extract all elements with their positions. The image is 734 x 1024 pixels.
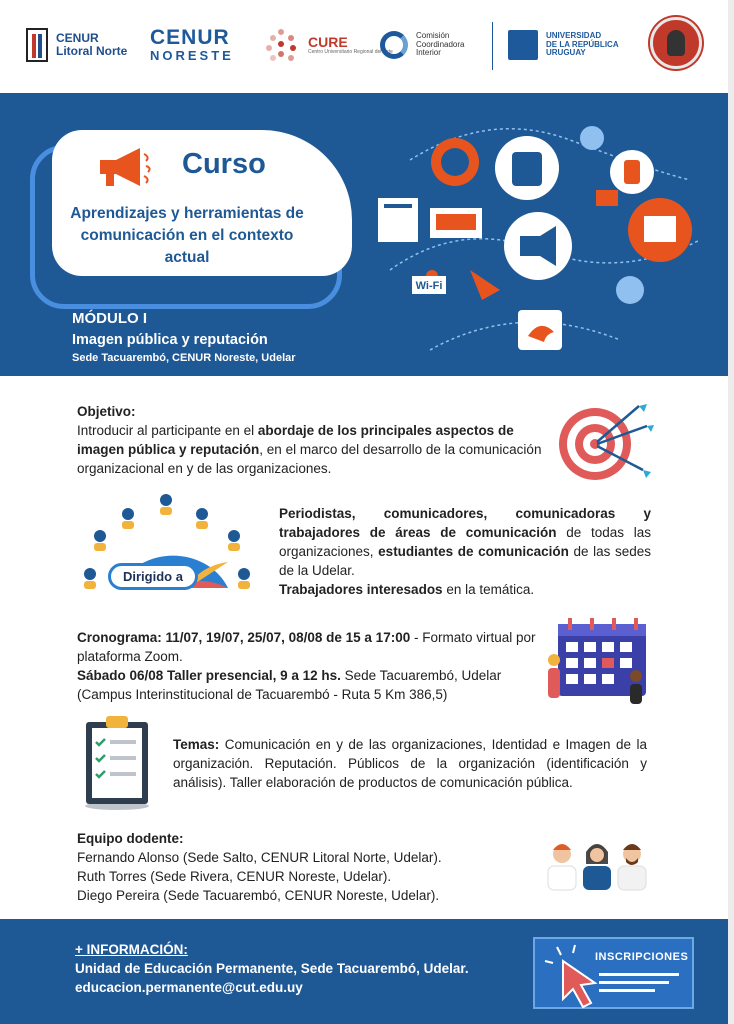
audience-text-1: de todas las organizaciones, bbox=[279, 525, 651, 559]
module-number: MÓDULO I bbox=[72, 310, 147, 327]
target-icon bbox=[555, 400, 655, 484]
objective-text-1: Introducir al participante en el bbox=[77, 423, 258, 438]
click-cursor-icon bbox=[535, 939, 696, 1011]
wifi-label: Wi-Fi bbox=[415, 280, 443, 292]
logo4-line3: Interior bbox=[416, 48, 441, 58]
calendar-icon bbox=[544, 610, 654, 710]
more-info-block bbox=[75, 940, 469, 997]
team-member: Ruth Torres (Sede Rivera, CENUR Noreste, Udelar). bbox=[77, 869, 392, 884]
audience-section bbox=[279, 504, 651, 599]
objective-text bbox=[77, 421, 547, 478]
objective-heading: Objetivo: bbox=[77, 404, 136, 419]
clipboard-checklist-icon bbox=[84, 712, 150, 810]
course-title: Aprendizajes y herramientas de comunicación en el contexto actual bbox=[70, 205, 304, 266]
objective-text-bold: abordaje de los principales aspectos de imagen pública y reputación bbox=[77, 423, 514, 457]
audience-text-2: de las sedes de la Udelar. bbox=[279, 544, 652, 578]
logo-cenur-litoral-norte bbox=[26, 20, 127, 70]
module-venue: Sede Tacuarembó, CENUR Noreste, Udelar bbox=[72, 352, 296, 364]
cure-dots-icon bbox=[262, 27, 302, 63]
objective-text-2: , en el marco del desarrollo de la comunicación organizacional en y de las organizaciones. bbox=[77, 442, 542, 476]
logo2-line2: NORESTE bbox=[150, 48, 234, 64]
logo4-line2: Coordinadora bbox=[416, 39, 465, 49]
communication-icons-illustration bbox=[370, 100, 720, 372]
audience-bold-1: Periodistas, comunicadores, comunicadoras y trabajadores de áreas de comunicación bbox=[279, 506, 651, 540]
inscriptions-label: INSCRIPCIONES bbox=[595, 951, 689, 963]
logo-cenur-noreste bbox=[150, 20, 234, 70]
schedule-bold-2: Sábado 06/08 Taller presencial, 9 a 12 hs. bbox=[77, 668, 341, 683]
logo1-line1: CENUR bbox=[56, 30, 99, 45]
more-info-email[interactable]: educacion.permanente@cut.edu.uy bbox=[75, 980, 303, 995]
logo2-line1: CENUR bbox=[150, 26, 230, 50]
team-heading: Equipo dodente: bbox=[77, 831, 184, 846]
audience-label: Dirigido a bbox=[108, 563, 198, 590]
cci-circle-icon bbox=[380, 31, 408, 59]
audience-bold-2: estudiantes de comunicación bbox=[378, 544, 569, 559]
team-people-icon bbox=[542, 840, 652, 892]
team-member: Fernando Alonso (Sede Salto, CENUR Litoral Norte, Udelar). bbox=[77, 850, 442, 865]
logo4-line1: Comisión bbox=[416, 30, 450, 40]
schedule-text-2: Sede Tacuarembó, Udelar (Campus Interinstitucional de Tacuarembó - Ruta 5 Km 386,5) bbox=[77, 668, 502, 702]
megaphone-icon bbox=[96, 144, 156, 190]
team-section bbox=[77, 829, 497, 905]
logo3-line1: CURE bbox=[308, 33, 348, 50]
logo5-line2: DE LA REPÚBLICA bbox=[546, 39, 619, 49]
udelar-shield-icon bbox=[508, 30, 538, 60]
page-edge bbox=[728, 0, 734, 1024]
schedule-bold-1: Cronograma: 11/07, 19/07, 25/07, 08/08 de 15 a 17:00 bbox=[77, 630, 411, 645]
audience-bold-3: Trabajadores interesados bbox=[279, 582, 443, 597]
team-member: Diego Pereira (Sede Tacuarembó, CENUR Noreste, Udelar). bbox=[77, 888, 440, 903]
logo5-line3: URUGUAY bbox=[546, 48, 586, 58]
more-info-unit: Unidad de Educación Permanente, Sede Tacuarembó, Udelar. bbox=[75, 961, 469, 976]
more-info-heading: + INFORMACIÓN: bbox=[75, 942, 188, 957]
module-title: Imagen pública y reputación bbox=[72, 332, 268, 348]
schedule-section bbox=[77, 628, 537, 704]
logo-radio-seal bbox=[650, 18, 702, 68]
microphone-seal-icon bbox=[650, 17, 702, 69]
audience-text-3: en la temática. bbox=[442, 582, 535, 597]
logo-comision-coordinadora bbox=[380, 20, 464, 70]
objective-section bbox=[77, 402, 547, 478]
logo-udelar bbox=[508, 20, 619, 70]
topics-heading: Temas: bbox=[173, 737, 220, 752]
logo-divider bbox=[492, 22, 493, 70]
logo1-line2: Litoral Norte bbox=[56, 44, 128, 58]
logo3-line2: Centro Universitario Regional del Este bbox=[308, 48, 393, 55]
module-block bbox=[72, 310, 296, 364]
logo5-line1: UNIVERSIDAD bbox=[546, 30, 602, 40]
topics-section bbox=[173, 735, 647, 792]
inscriptions-button[interactable] bbox=[533, 937, 694, 1009]
course-kicker: Curso bbox=[182, 148, 266, 180]
header-logos bbox=[0, 0, 734, 93]
schedule-text-1: - Formato virtual por plataforma Zoom. bbox=[77, 630, 536, 664]
logo-cure bbox=[262, 20, 393, 70]
cenur-ln-mark-icon bbox=[26, 28, 48, 62]
topics-text: Comunicación en y de las organizaciones, Identidad e Imagen de la organización. Reputación. Públicos de la organización (identificación y análisis). Taller elaboración de productos de comunicación pública. bbox=[173, 737, 647, 790]
